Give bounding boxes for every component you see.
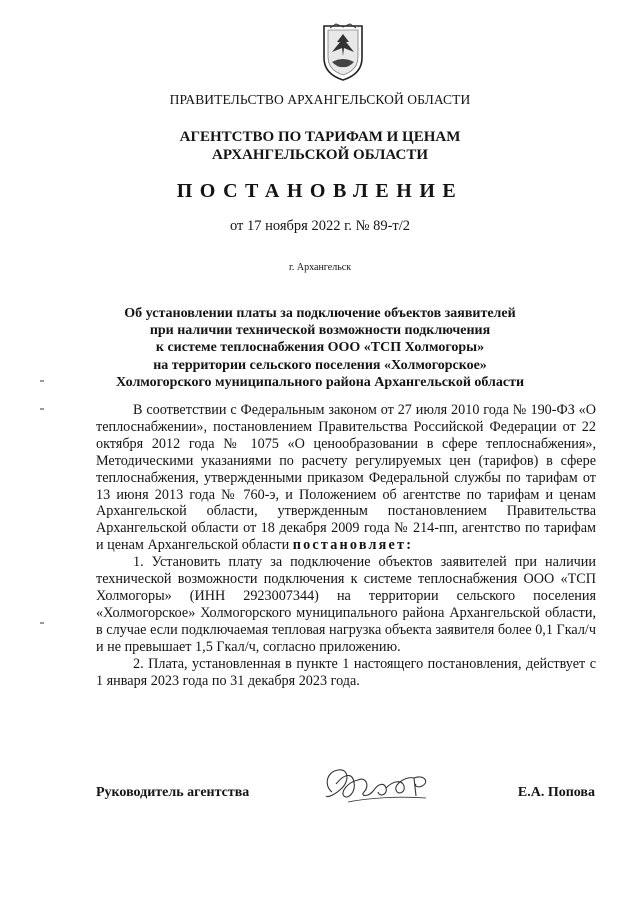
- agency-name-line1: АГЕНТСТВО ПО ТАРИФАМ И ЦЕНАМ: [179, 129, 461, 145]
- document-body: [96, 402, 596, 689]
- margin-mark: [40, 622, 44, 624]
- item-1-paragraph: 1. Установить плату за подключение объектов заявителей при наличии технической возможности подключения к системе теплоснабжения ООО «ТСП Холмогоры» (ИНН 2923007344) на территории сельского поселения «Холмогорское» Холмогорского муниципального района Архангельской области, в случае если подключаемая тепловая нагрузка объекта заявителя более 0,1 Гкал/ч и не превышает 1,5 Гкал/ч, согласно приложению.: [96, 554, 596, 655]
- signatory-title: Руководитель агентства: [96, 785, 250, 800]
- preamble-text: В соответствии с Федеральным законом от 27 июля 2010 года № 190-ФЗ «О теплоснабжении», постановлением Правительства Российской Федерации от 22 октября 2012 года № 1075 «О ценообразовании в сфере теплоснабжения», Методическими указаниями по расчету регулируемых цен (тарифов) в сфере теплоснабжения, утвержденными приказом Федеральной службы по тарифам от 13 июня 2013 года № 760-э, и Положением об агентстве по тарифам и ценам Архангельской области, утвержденным постановлением Правительства Архангельской области от 18 декабря 2009 года № 214-пп, агентство по тарифам и ценам Архангельской области: [96, 402, 596, 554]
- agency-name-line2: АРХАНГЕЛЬСКОЙ ОБЛАСТИ: [212, 147, 428, 163]
- document-type: ПОСТАНОВЛЕНИЕ: [176, 180, 464, 202]
- subject-line5: Холмогорского муниципального района Архангельской области: [115, 374, 525, 390]
- item-2-paragraph: 2. Плата, установленная в пункте 1 настоящего постановления, действует с 1 января 2023 года по 31 декабря 2023 года.: [96, 655, 596, 689]
- subject-line1: Об установлении платы за подключение объектов заявителей: [124, 306, 516, 321]
- government-name: ПРАВИТЕЛЬСТВО АРХАНГЕЛЬСКОЙ ОБЛАСТИ: [169, 92, 471, 107]
- signatory-name: Е.А. Попова: [517, 785, 595, 800]
- resolves-word: постановляет:: [292, 537, 414, 554]
- preamble-paragraph: [96, 402, 596, 554]
- subject-line4: на территории сельского поселения «Холмогорское»: [153, 357, 487, 373]
- coat-of-arms-icon: [318, 22, 368, 82]
- margin-mark: [40, 408, 44, 410]
- agency-name: [0, 128, 640, 164]
- document-subject: [0, 305, 640, 391]
- subject-line3: к системе теплоснабжения ООО «ТСП Холмогоры»: [155, 340, 485, 356]
- margin-mark: [40, 380, 44, 382]
- city: г. Архангельск: [288, 262, 352, 273]
- subject-line2: при наличии технической возможности подключения: [149, 323, 491, 339]
- handwritten-signature: [318, 762, 438, 812]
- date-and-number: от 17 ноября 2022 г. № 89-т/2: [229, 218, 411, 234]
